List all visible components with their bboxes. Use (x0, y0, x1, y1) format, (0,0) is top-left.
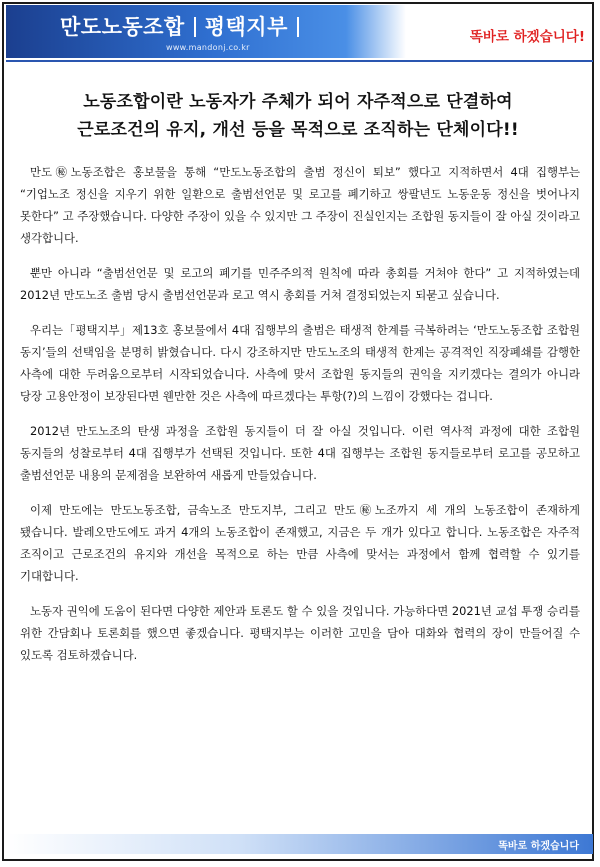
headline-line-1: 노동조합이란 노동자가 주체가 되어 자주적으로 단결하여 (83, 92, 513, 112)
paragraph: 뿐만 아니라 “출범선언문 및 로고의 폐기를 민주주의적 원칙에 따라 총회를 거쳐야 한다” 고 지적하였는데 2012년 만도노조 출범 당시 출범선언문과 로고 역시 총회를 거쳐 결정되었는지 되묻고 싶습니다. (20, 266, 580, 302)
header-divider (6, 60, 593, 62)
brand-name: 만도노동조합 (60, 15, 185, 39)
header-banner (6, 5, 593, 58)
website-url: www.mandonj.co.kr (166, 43, 250, 52)
headline-line-2: 근로조건의 유지, 개선 등을 목적으로 조직하는 단체이다!! (77, 120, 519, 140)
header-fade (346, 5, 406, 58)
brand-title (60, 11, 308, 41)
paragraph: 이제 만도에는 만도노동조합, 금속노조 만도지부, 그리고 만도㊙노조까지 세 개의 노동조합이 존재하게 됐습니다. 발레오만도에도 과거 4개의 노동조합이 존재했고, 지금은 두 개가 있다고 합니다. 노동조합은 자주적 조직이고 근로조건의 유지와 개선을 목적으로 하는 만큼 사측에 맞서는 과정에서 함께 협력할 수 있기를 기대합니다. (20, 503, 580, 583)
header-slogan: 똑바로 하겠습니다! (469, 29, 585, 45)
headline (10, 88, 586, 144)
footer-bar (6, 834, 593, 854)
branch-name: 평택지부 (204, 15, 288, 39)
paragraph: 만도㊙노동조합은 홍보물을 통해 “만도노동조합의 출범 정신이 퇴보” 했다고 지적하면서 4대 집행부는 “기업노조 정신을 지우기 위한 일환으로 출범선언문 및 로고를 폐기하고 쌍팔년도 노동운동 정신을 벗어나지 못한다” 고 주장했습니다. 다양한 주장이 있을 수 있지만 그 주장이 진실인지는 조합원 동지들이 잘 아실 것이라고 생각합니다. (20, 165, 580, 245)
paragraph: 우리는「평택지부」제13호 홍보물에서 4대 집행부의 출범은 태생적 한계를 극복하려는 ‘만도노동조합 조합원 동지’들의 선택임을 분명히 밝혔습니다. 다시 강조하지만 만도노조의 태생적 한계는 공격적인 직장폐쇄를 감행한 사측에 대한 두려움으로부터 시작되었습니다. 사측에 맞서 조합원 동지들의 권익을 지키겠다는 결의가 아니라 당장 고용안정이 보장된다면 웬만한 것은 사측에 따르겠다는 투항(?)의 느낌이 강했다는 겁니다. (20, 323, 580, 403)
paragraph: 노동자 권익에 도움이 된다면 다양한 제안과 토론도 할 수 있을 것입니다. 가능하다면 2021년 교섭 투쟁 승리를 위한 간담회나 토론회를 했으면 좋겠습니다. 평택지부는 이러한 고민을 담아 대화와 협력의 장이 만들어질 수 있도록 검토하겠습니다. (20, 604, 580, 662)
footer-slogan: 똑바로 하겠습니다 (498, 841, 579, 852)
paragraph: 2012년 만도노조의 탄생 과정을 조합원 동지들이 더 잘 아실 것입니다. 이런 역사적 과정에 대한 조합원 동지들의 성찰로부터 4대 집행부가 선택된 것입니다. 또한 4대 집행부는 조합원 동지들로부터 로고를 공모하고 출범선언문 내용의 문제점을 보완하여 새롭게 만들었습니다. (20, 424, 580, 482)
brand-separator (194, 17, 196, 37)
article-body (20, 161, 580, 679)
brand-separator-end (297, 17, 299, 37)
